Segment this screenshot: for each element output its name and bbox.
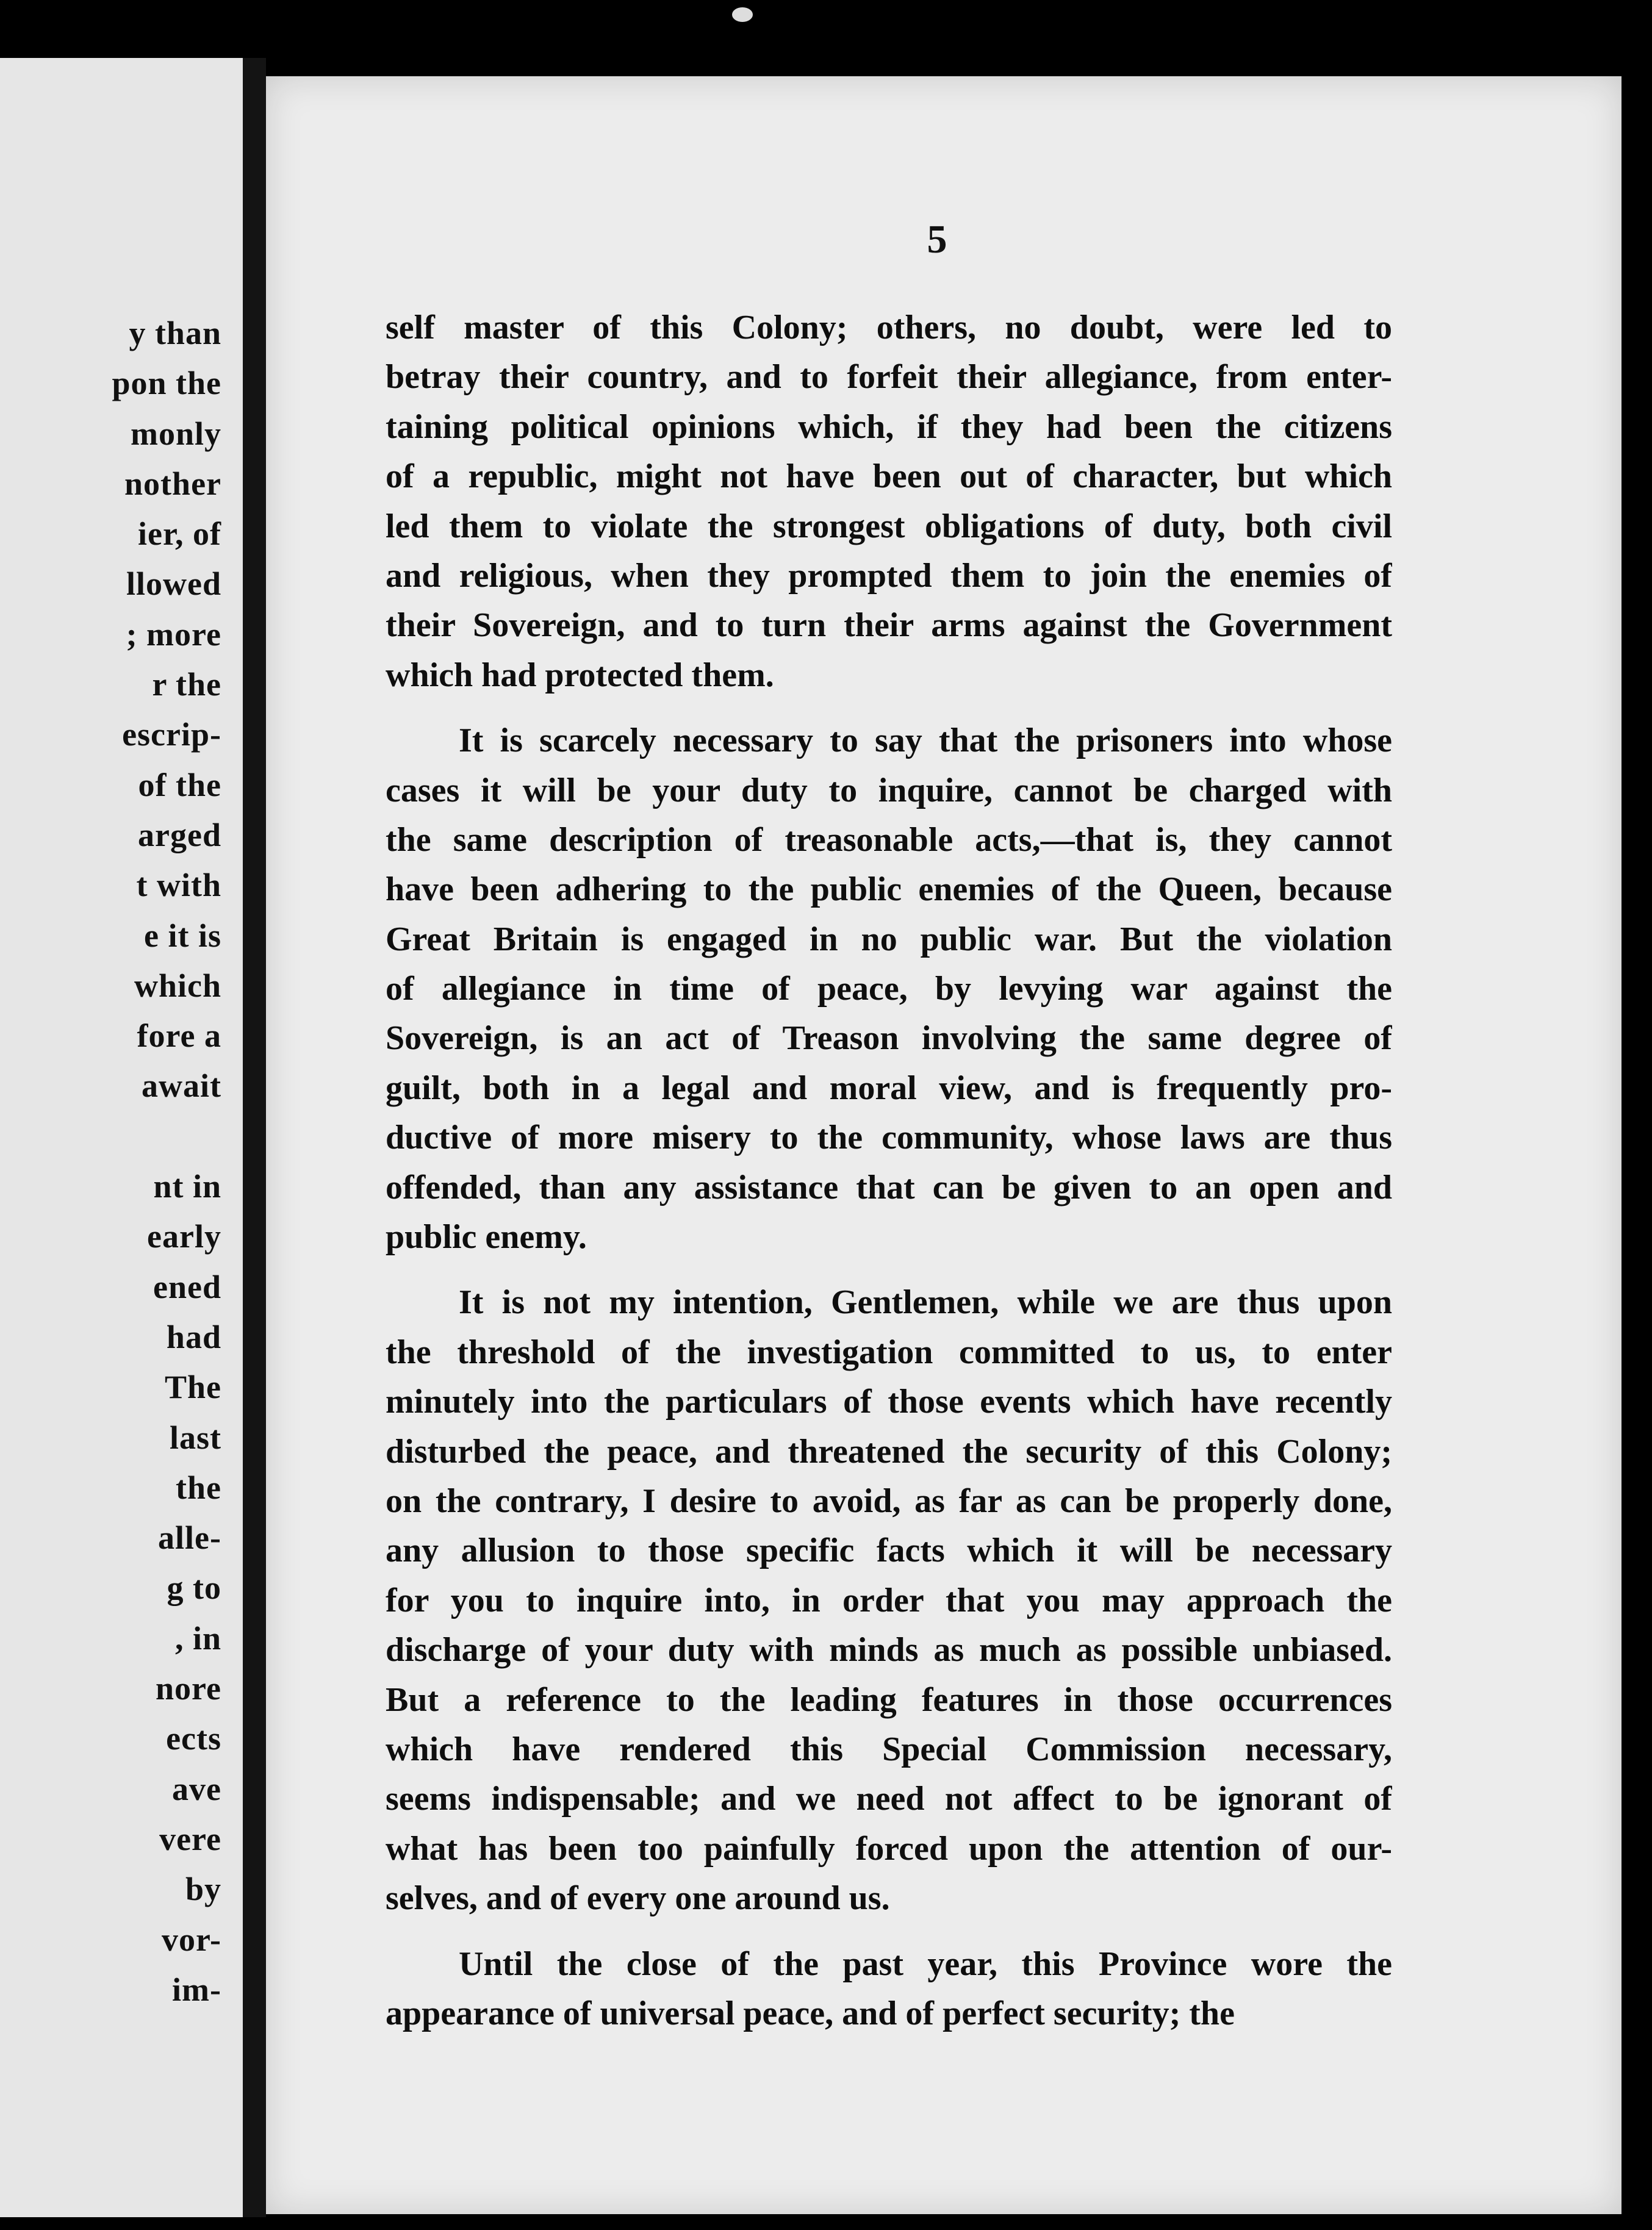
fragment-line: ave — [172, 1770, 221, 1807]
fragment-line: vere — [159, 1820, 221, 1857]
text-line: for you to inquire into, in order that you may approach the — [386, 1581, 1392, 1619]
fragment-line: ened — [153, 1268, 221, 1305]
fragment-line: nt in — [153, 1168, 221, 1205]
text-line: of allegiance in time of peace, by levying war against the — [386, 970, 1392, 1008]
text-line: have been adhering to the public enemies of the Queen, because — [386, 870, 1392, 909]
text-line: guilt, both in a legal and moral view, and is frequently pro- — [386, 1069, 1392, 1107]
previous-page-edge — [0, 58, 243, 2217]
text-line: their Sovereign, and to turn their arms against the Government — [386, 606, 1392, 645]
fragment-line: llowed — [126, 565, 221, 603]
fragment-line: monly — [130, 415, 221, 452]
paragraph — [386, 1278, 1392, 1923]
fragment-line: await — [142, 1067, 221, 1105]
fragment-line: nore — [156, 1670, 221, 1707]
fragment-line: fore a — [137, 1017, 221, 1055]
text-line: Great Britain is engaged in no public war. But the violation — [386, 920, 1392, 958]
text-line: Sovereign, is an act of Treason involving the same degree of — [386, 1019, 1392, 1058]
fragment-line: g to — [167, 1569, 221, 1607]
text-line: It is not my intention, Gentlemen, while we are thus upon — [459, 1283, 1392, 1322]
text-line: of a republic, might not have been out of character, but which — [386, 457, 1392, 496]
text-line: betray their country, and to forfeit their allegiance, from enter- — [386, 358, 1392, 396]
fragment-line — [20, 1111, 221, 1161]
fragment-line: alle- — [158, 1519, 221, 1557]
fragment-line: arged — [138, 816, 221, 853]
text-line: selves, and of every one around us. — [386, 1879, 890, 1918]
fragment-line: im- — [172, 1971, 221, 2008]
fragment-line: pon the — [112, 365, 221, 402]
text-line: ductive of more misery to the community, whose laws are thus — [386, 1119, 1392, 1157]
text-line: led them to violate the strongest obligations of duty, both civil — [386, 507, 1392, 545]
text-line: But a reference to the leading features in those occurrences — [386, 1680, 1392, 1719]
scan-speck — [732, 7, 753, 22]
text-line: on the contrary, I desire to avoid, as far as can be properly done, — [386, 1482, 1392, 1520]
fragment-line: , in — [174, 1619, 221, 1657]
text-line: any allusion to those specific facts which it will be necessary — [386, 1532, 1392, 1570]
text-line: the threshold of the investigation committed to us, to enter — [386, 1333, 1392, 1371]
fragment-line: ier, of — [138, 515, 221, 553]
fragment-line: nother — [124, 465, 221, 502]
text-line: It is scarcely necessary to say that the prisoners into whose — [459, 722, 1392, 760]
book-gutter — [243, 58, 266, 2217]
fragment-line: last — [170, 1419, 221, 1456]
text-line: public enemy. — [386, 1218, 587, 1257]
fragment-line: escrip- — [122, 716, 221, 753]
text-line: the same description of treasonable acts,—that is, they cannot — [386, 820, 1392, 859]
fragment-line: by — [185, 1871, 221, 1908]
fragment-line: The — [164, 1369, 221, 1406]
fragment-line: e it is — [144, 917, 221, 954]
fragment-line: vor- — [162, 1921, 221, 1958]
text-line: which had protected them. — [386, 656, 774, 694]
fragment-line: early — [147, 1218, 221, 1255]
text-line: discharge of your duty with minds as much as possible unbiased. — [386, 1631, 1392, 1669]
paragraph — [386, 303, 1392, 700]
page-number: 5 — [927, 217, 947, 262]
text-line: what has been too painfully forced upon the attention of our- — [386, 1829, 1392, 1868]
text-line: and religious, when they prompted them to join the enemies of — [386, 556, 1392, 595]
text-line: Until the close of the past year, this Province wore the — [459, 1945, 1392, 1983]
previous-page-text-fragments — [20, 308, 221, 2015]
paragraph — [386, 1940, 1392, 2039]
text-line: minutely into the particulars of those events which have recently — [386, 1383, 1392, 1421]
fragment-line: ects — [166, 1720, 221, 1757]
text-line: which have rendered this Special Commission necessary, — [386, 1730, 1392, 1768]
fragment-line: r the — [152, 666, 221, 703]
text-line: cases it will be your duty to inquire, cannot be charged with — [386, 771, 1392, 809]
text-line: seems indispensable; and we need not affect to be ignorant of — [386, 1780, 1392, 1818]
text-line: offended, than any assistance that can be given to an open and — [386, 1168, 1392, 1206]
text-line: taining political opinions which, if they had been the citizens — [386, 407, 1392, 446]
paragraph — [386, 716, 1392, 1262]
fragment-line: the — [176, 1469, 221, 1506]
fragment-line: which — [134, 967, 221, 1004]
fragment-line: t with — [136, 867, 221, 904]
fragment-line: y than — [129, 315, 221, 351]
text-line: self master of this Colony; others, no doubt, were led to — [386, 309, 1392, 346]
page-body-text — [386, 303, 1392, 2054]
fragment-line: of the — [138, 766, 221, 803]
text-line: appearance of universal peace, and of perfect security; the — [386, 1994, 1235, 2032]
current-page — [266, 76, 1621, 2214]
text-line: disturbed the peace, and threatened the security of this Colony; — [386, 1432, 1392, 1471]
fragment-line: had — [166, 1318, 221, 1355]
fragment-line: ; more — [126, 615, 221, 653]
